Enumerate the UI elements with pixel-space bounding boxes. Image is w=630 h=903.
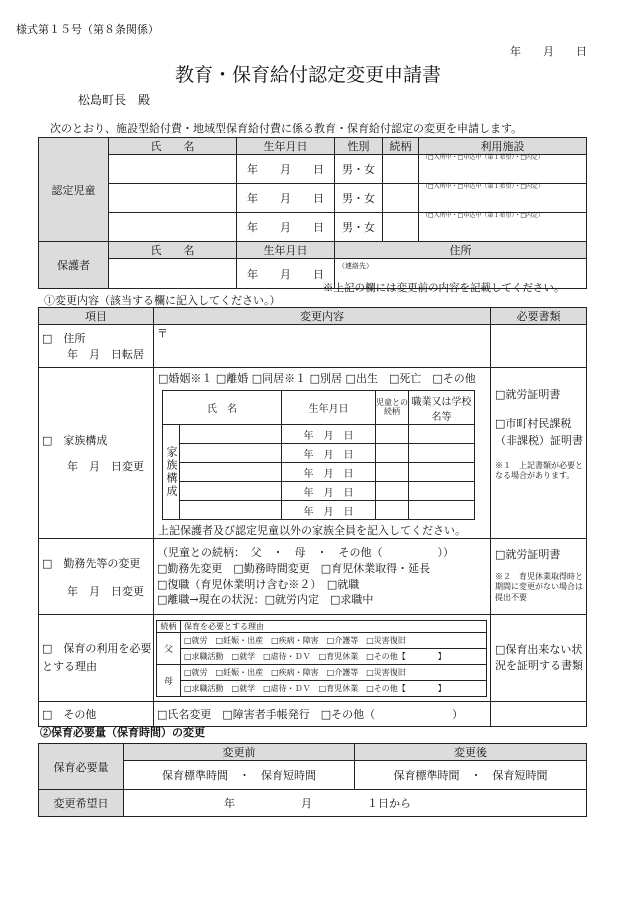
member-relation-field[interactable]	[376, 444, 409, 463]
work-docs-note: ※２ 育児休業取得時と期間に変更がない場合は提出不要	[495, 572, 583, 602]
member-occupation-field[interactable]	[409, 482, 475, 501]
address-docs-field	[491, 325, 587, 368]
hours-before-choice[interactable]: 保育標準時間 ・ 保育短時間	[124, 761, 355, 790]
reason-father: 父	[157, 632, 181, 664]
family-header-relation: 児童との続柄	[376, 391, 409, 425]
doc-childcare-impossible[interactable]: □保育出来ない状況を証明する書類	[495, 642, 583, 672]
reason-header-relation: 続柄	[157, 620, 181, 632]
father-reason-line2[interactable]: □求職活動 □就学 □虐待・ＤＶ □育児休業 □その他【 】	[181, 648, 487, 664]
header-relation: 続柄	[383, 138, 419, 155]
children-table	[38, 137, 587, 289]
child-birth-field[interactable]: 年 月 日	[237, 184, 335, 213]
family-header-name: 氏 名	[163, 391, 282, 425]
address-content-field[interactable]	[154, 325, 491, 368]
family-date: 年 月 日変更	[67, 460, 144, 473]
member-birth-field[interactable]: 年 月 日	[282, 501, 376, 520]
doc-employment-cert[interactable]: □就労証明書	[495, 388, 561, 401]
family-docs	[491, 368, 587, 539]
child-facility-field[interactable]	[419, 184, 587, 213]
other-label: □ その他	[42, 708, 97, 721]
member-relation-field[interactable]	[376, 501, 409, 520]
work-relation-line[interactable]: （児童との続柄： 父 ・ 母 ・ その他（ ））	[157, 545, 454, 559]
member-relation-field[interactable]	[376, 482, 409, 501]
member-name-field[interactable]	[180, 444, 282, 463]
member-name-field[interactable]	[180, 425, 282, 444]
header-item: 項目	[39, 308, 154, 325]
member-name-field[interactable]	[180, 463, 282, 482]
child-birth-field[interactable]: 年 月 日	[237, 155, 335, 184]
family-side-label: 家族構成	[163, 425, 180, 520]
doc-employment-cert[interactable]: □就労証明書	[495, 548, 561, 561]
desired-date-label: 変更希望日	[39, 790, 124, 817]
header-facility: 利用施設	[419, 138, 587, 155]
family-footer-note: 上記保護者及び認定児童以外の家族全員を記入してください。	[158, 524, 466, 537]
header-sex: 性別	[335, 138, 383, 155]
work-date: 年 月 日変更	[67, 584, 144, 598]
address-item[interactable]	[39, 325, 154, 368]
postal-mark: 〒	[157, 327, 168, 340]
work-content	[154, 539, 491, 615]
guardian-header-name: 氏 名	[109, 242, 237, 259]
work-docs	[491, 539, 587, 615]
child-name-field[interactable]	[109, 213, 237, 242]
reason-mother: 母	[157, 664, 181, 696]
section2-title: ②保育必要量（保育時間）の変更	[40, 726, 205, 739]
member-occupation-field[interactable]	[409, 444, 475, 463]
child-name-field[interactable]	[109, 184, 237, 213]
member-relation-field[interactable]	[376, 463, 409, 482]
family-docs-note: ※１ 上記書類が必要となる場合があります。	[495, 461, 583, 481]
reason-label: □ 保育の利用を必要とする理由	[42, 642, 152, 673]
submission-date: 年 月 日	[510, 45, 587, 58]
address-label: □ 住所	[42, 332, 86, 345]
child-relation-field[interactable]	[383, 184, 419, 213]
other-docs	[491, 702, 587, 727]
hours-after-choice[interactable]: 保育標準時間 ・ 保育短時間	[355, 761, 587, 790]
member-birth-field[interactable]: 年 月 日	[282, 444, 376, 463]
work-item[interactable]	[39, 539, 154, 615]
work-leave-options[interactable]: □離職→現在の状況：□就労内定 □求職中	[157, 593, 374, 607]
member-name-field[interactable]	[180, 501, 282, 520]
guardian-birth-field[interactable]: 年 月 日	[237, 259, 335, 289]
guardian-name-field[interactable]	[109, 259, 237, 289]
member-occupation-field[interactable]	[409, 501, 475, 520]
guardian-label: 保護者	[39, 242, 109, 289]
child-relation-field[interactable]	[383, 155, 419, 184]
previous-content-note: ※上記の欄には変更前の内容を記載してください。	[323, 282, 565, 294]
work-label: □ 勤務先等の変更	[42, 556, 141, 570]
facility-status: （□入所中・□申込中（第１希望）・□内定）	[422, 183, 545, 190]
child-birth-field[interactable]: 年 月 日	[237, 213, 335, 242]
childcare-hours-table	[38, 743, 587, 817]
doc-tax-cert[interactable]: □市町村民課税（非課税）証明書	[495, 417, 583, 447]
reason-header-reason: 保育を必要とする理由	[181, 620, 487, 632]
contact-label: （連絡先）	[338, 262, 373, 270]
other-content[interactable]: □氏名変更 □障害者手帳発行 □その他（ ）	[154, 702, 491, 727]
work-return-options[interactable]: □復職（育児休業明け含む※２） □就職	[157, 577, 360, 591]
member-relation-field[interactable]	[376, 425, 409, 444]
family-content	[154, 368, 491, 539]
address-date: 年 月 日転居	[67, 348, 144, 361]
family-options[interactable]: □婚姻※１ □離婚 □同居※１ □別居 □出生 □死亡 □その他	[158, 372, 476, 385]
reason-item[interactable]	[39, 615, 154, 702]
reason-docs	[491, 615, 587, 702]
header-change: 変更内容	[154, 308, 491, 325]
reason-content	[154, 615, 491, 702]
addressee: 松島町長 殿	[78, 93, 151, 107]
mother-reason-line1[interactable]: □就労 □妊娠・出産 □疾病・障害 □介護等 □災害復旧	[181, 664, 487, 680]
hours-after-header: 変更後	[355, 744, 587, 761]
other-item[interactable]	[39, 702, 154, 727]
member-birth-field[interactable]: 年 月 日	[282, 425, 376, 444]
intro-text: 次のとおり、施設型給付費・地域型保育給付費に係る教育・保育給付認定の変更を申請します。	[50, 122, 523, 135]
reason-table	[156, 620, 487, 697]
form-title: 教育・保育給付認定変更申請書	[175, 64, 442, 86]
header-docs: 必要書類	[491, 308, 587, 325]
desired-date-field[interactable]: 年 月 １日から	[124, 790, 587, 817]
family-label: □ 家族構成	[42, 434, 108, 447]
guardian-header-address: 住所	[335, 242, 587, 259]
child-name-field[interactable]	[109, 155, 237, 184]
mother-reason-line2[interactable]: □求職活動 □就学 □虐待・ＤＶ □育児休業 □その他【 】	[181, 680, 487, 696]
hours-label: 保育必要量	[39, 744, 124, 790]
family-members-table	[162, 390, 475, 520]
section1-title: ①変更内容（該当する欄に記入してください。）	[44, 294, 281, 307]
member-occupation-field[interactable]	[409, 463, 475, 482]
child-sex-field[interactable]: 男・女	[335, 184, 383, 213]
child-sex-field[interactable]: 男・女	[335, 155, 383, 184]
hours-before-header: 変更前	[124, 744, 355, 761]
member-name-field[interactable]	[180, 482, 282, 501]
member-birth-field[interactable]: 年 月 日	[282, 482, 376, 501]
form-number: 様式第１５号（第８条関係）	[16, 23, 159, 36]
child-sex-field[interactable]: 男・女	[335, 213, 383, 242]
member-occupation-field[interactable]	[409, 425, 475, 444]
child-facility-field[interactable]	[419, 155, 587, 184]
header-name: 氏 名	[109, 138, 237, 155]
family-item[interactable]	[39, 368, 154, 539]
facility-status: （□入所中・□申込中（第１希望）・□内定）	[422, 212, 545, 219]
change-content-table	[38, 307, 587, 727]
family-header-birth: 生年月日	[282, 391, 376, 425]
work-change-options[interactable]: □勤務先変更 □勤務時間変更 □育児休業取得・延長	[157, 561, 431, 575]
header-birth: 生年月日	[237, 138, 335, 155]
child-row-label: 認定児童	[39, 138, 109, 242]
member-birth-field[interactable]: 年 月 日	[282, 463, 376, 482]
child-relation-field[interactable]	[383, 213, 419, 242]
guardian-header-birth: 生年月日	[237, 242, 335, 259]
facility-status: （□入所中・□申込中（第１希望）・□内定）	[422, 154, 545, 161]
family-header-occupation: 職業又は学校名等	[409, 391, 475, 425]
father-reason-line1[interactable]: □就労 □妊娠・出産 □疾病・障害 □介護等 □災害復旧	[181, 632, 487, 648]
child-facility-field[interactable]	[419, 213, 587, 242]
